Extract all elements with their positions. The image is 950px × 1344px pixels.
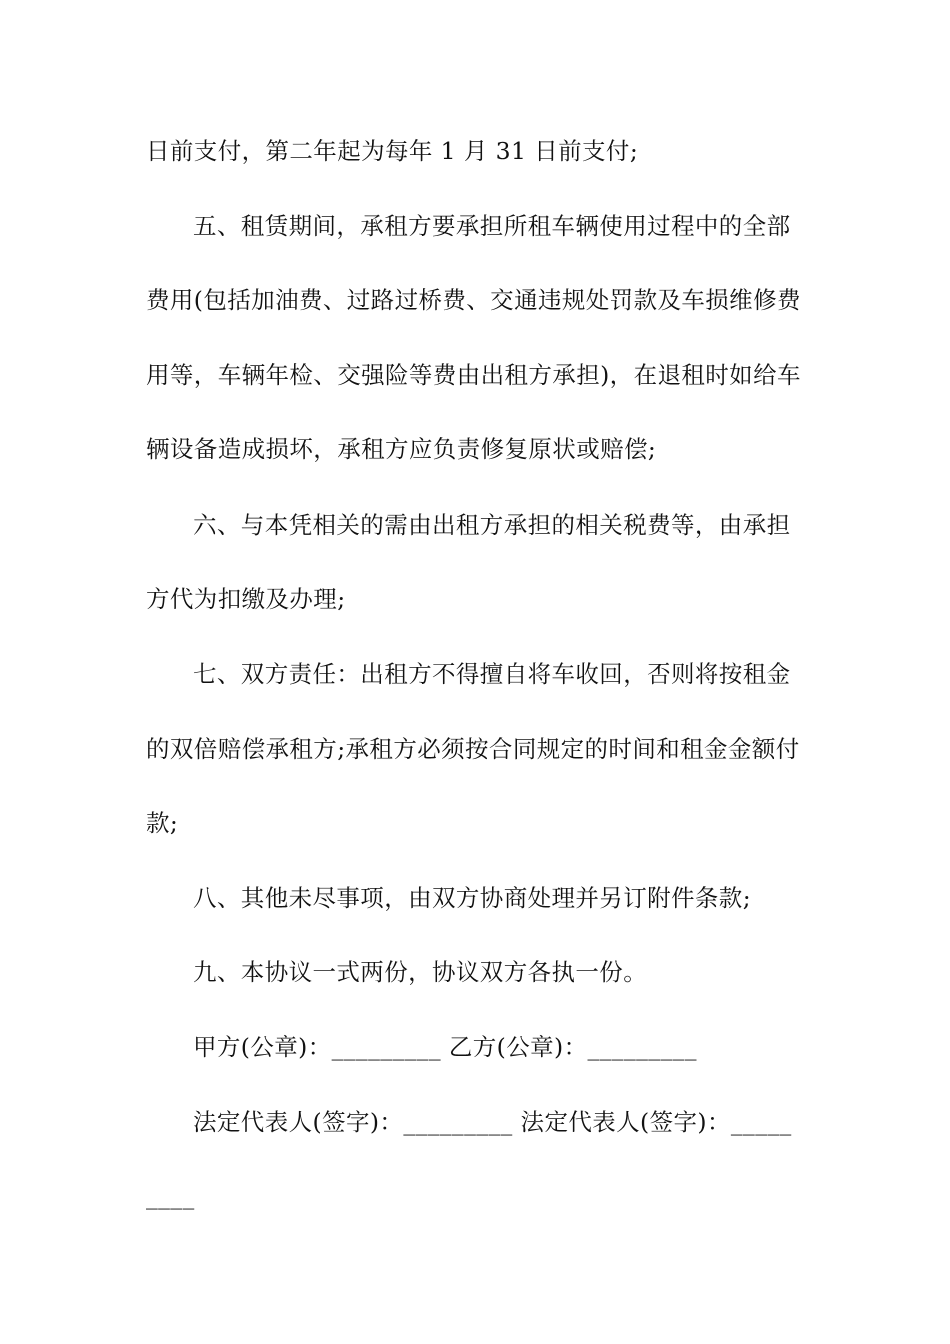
text-line: 方代为扣缴及办理; <box>146 585 346 613</box>
clause-6-line: 六、与本凭相关的需由出租方承担的相关税费等，由承担 <box>193 511 791 539</box>
text-line: 费用(包括加油费、过路过桥费、交通违规处罚款及车损维修费 <box>146 286 801 314</box>
text-line: 款; <box>146 809 179 837</box>
party-seal-line: 甲方(公章)：_________ 乙方(公章)：_________ <box>193 1033 697 1061</box>
signature-line: 法定代表人(签字)：_________ 法定代表人(签字)：_____ <box>193 1108 792 1136</box>
text-line: 辆设备造成损坏，承租方应负责修复原状或赔偿; <box>146 435 657 463</box>
clause-7-line: 七、双方责任：出租方不得擅自将车收回，否则将按租金 <box>193 660 791 688</box>
clause-8-line: 八、其他未尽事项，由双方协商处理并另订附件条款; <box>193 884 752 912</box>
signature-line-continued: ____ <box>146 1182 195 1210</box>
text-line: 日前支付，第二年起为每年 1 月 31 日前支付; <box>146 137 639 165</box>
text-line: 的双倍赔偿承租方;承租方必须按合同规定的时间和租金金额付 <box>146 735 800 763</box>
text-line: 用等，车辆年检、交强险等费由出租方承担)，在退租时如给车 <box>146 361 801 389</box>
clause-9-line: 九、本协议一式两份，协议双方各执一份。 <box>193 958 648 986</box>
clause-5-line: 五、租赁期间，承租方要承担所租车辆使用过程中的全部 <box>193 212 791 240</box>
